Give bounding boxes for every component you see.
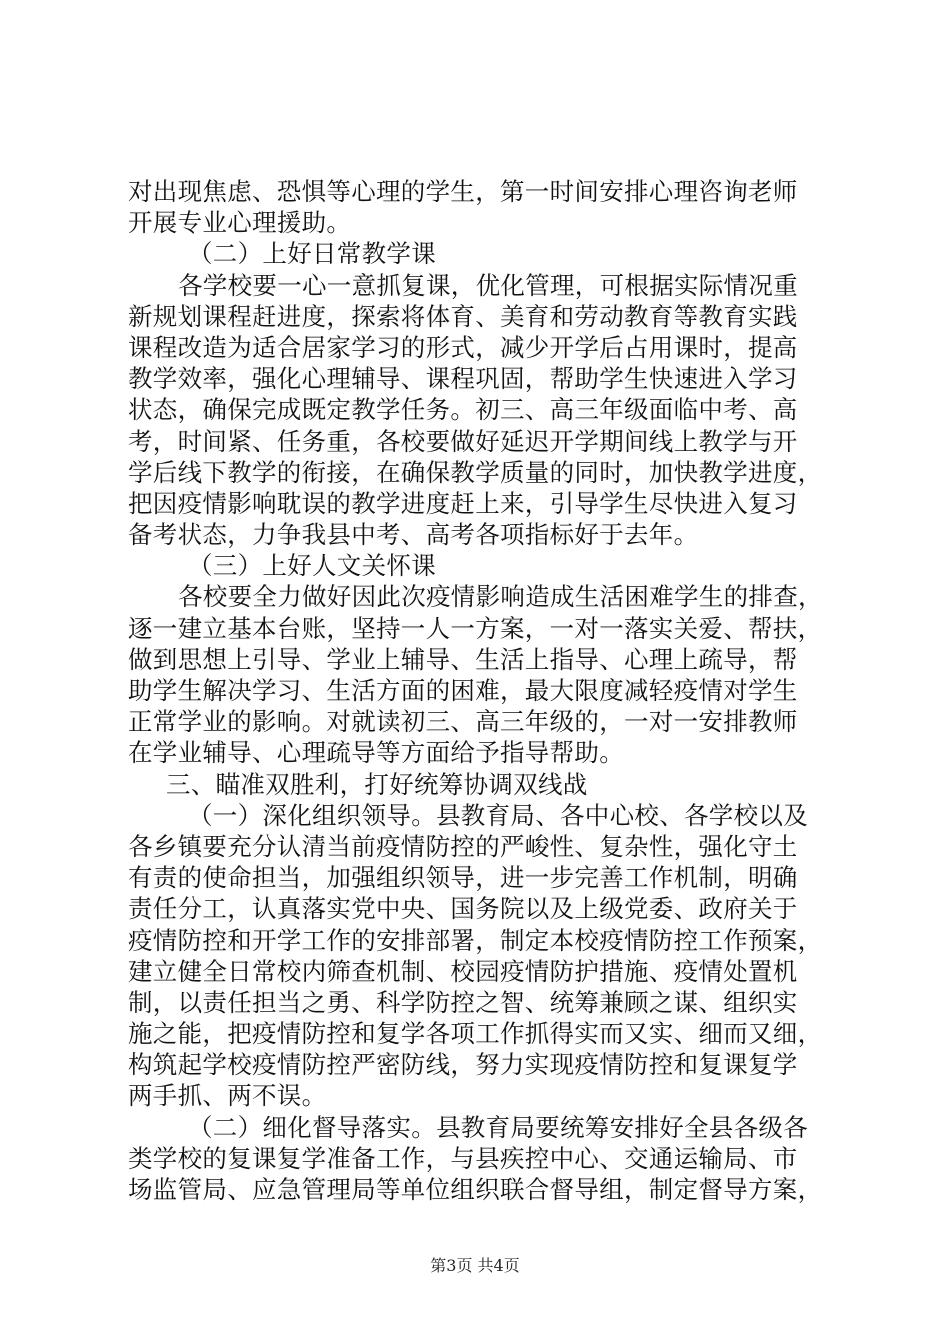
- paragraph-line: 新规划课程赶进度，探索将体育、美育和劳动教育等教育实践: [128, 301, 798, 331]
- section-heading-line: （二）细化督导落实。县教育局要统筹安排好全县各级各: [188, 1112, 808, 1142]
- paragraph-line: 两手抓、两不误。: [128, 1081, 327, 1111]
- paragraph-line: 有责的使命担当，加强组织领导，进一步完善工作机制，明确: [128, 863, 798, 893]
- paragraph-line: 助学生解决学习、生活方面的困难，最大限度减轻疫情对学生: [128, 676, 798, 705]
- paragraph-line: 在学业辅导、心理疏导等方面给予指导帮助。: [128, 738, 624, 768]
- paragraph-line: 备考状态，力争我县中考、高考各项指标好于去年。: [128, 520, 699, 550]
- paragraph-line: 类学校的复课复学准备工作，与县疾控中心、交通运输局、市: [128, 1143, 798, 1173]
- section-heading-line: （三）上好人文关怀课: [188, 551, 436, 581]
- paragraph-line: 正常学业的影响。对就读初三、高三年级的，一对一安排教师: [128, 707, 798, 737]
- paragraph-line: 把因疫情影响耽误的教学进度赶上来，引导学生尽快进入复习: [128, 488, 798, 518]
- paragraph-line: 各乡镇要充分认清当前疫情防控的严峻性、复杂性，强化守土: [128, 831, 798, 861]
- paragraph-line: 逐一建立基本台账，坚持一人一方案，一对一落实关爱、帮扶，: [128, 613, 823, 643]
- paragraph-line: 责任分工，认真落实党中央、国务院以及上级党委、政府关于: [128, 894, 798, 924]
- paragraph-line: 状态，确保完成既定教学任务。初三、高三年级面临中考、高: [128, 395, 798, 425]
- paragraph-line: 制，以责任担当之勇、科学防控之智、统筹兼顾之谋、组织实: [128, 987, 798, 1017]
- paragraph-line: 开展专业心理援助。: [128, 208, 352, 238]
- section-heading-line: （一）深化组织领导。县教育局、各中心校、各学校以及: [188, 800, 808, 830]
- paragraph-line: 构筑起学校疫情防控严密防线，努力实现疫情防控和复课复学: [128, 1050, 798, 1080]
- paragraph-line: 场监管局、应急管理局等单位组织联合督导组，制定督导方案，: [128, 1175, 823, 1204]
- page-footer: [0, 1256, 950, 1276]
- page-number: 第3页 共4页: [430, 1256, 520, 1275]
- document-body: [128, 176, 828, 1205]
- paragraph-line: 教学效率，强化心理辅导、课程巩固，帮助学生快速进入学习: [128, 364, 798, 394]
- paragraph-line: 考，时间紧、任务重，各校要做好延迟开学期间线上教学与开: [128, 426, 798, 456]
- section-heading-line: （二）上好日常教学课: [188, 239, 436, 269]
- paragraph-line: 学后线下教学的衔接，在确保教学质量的同时，加快教学进度，: [128, 457, 823, 487]
- paragraph-line: 做到思想上引导、学业上辅导、生活上指导、心理上疏导，帮: [128, 644, 798, 674]
- paragraph-line: 课程改造为适合居家学习的形式，减少开学后占用课时，提高: [128, 332, 798, 362]
- chapter-heading-line: 三、瞄准双胜利，打好统筹协调双线战: [166, 769, 588, 799]
- paragraph-line: 建立健全日常校内筛查机制、校园疫情防护措施、疫情处置机: [128, 956, 798, 986]
- paragraph-line: 疫情防控和开学工作的安排部署，制定本校疫情防控工作预案，: [128, 925, 823, 955]
- paragraph-line: 各学校要一心一意抓复课，优化管理，可根据实际情况重: [178, 270, 798, 300]
- paragraph-line: 对出现焦虑、恐惧等心理的学生，第一时间安排心理咨询老师: [128, 177, 798, 206]
- paragraph-line: 施之能，把疫情防控和复学各项工作抓得实而又实、细而又细，: [128, 1019, 823, 1049]
- paragraph-line: 各校要全力做好因此次疫情影响造成生活困难学生的排查，: [178, 582, 823, 612]
